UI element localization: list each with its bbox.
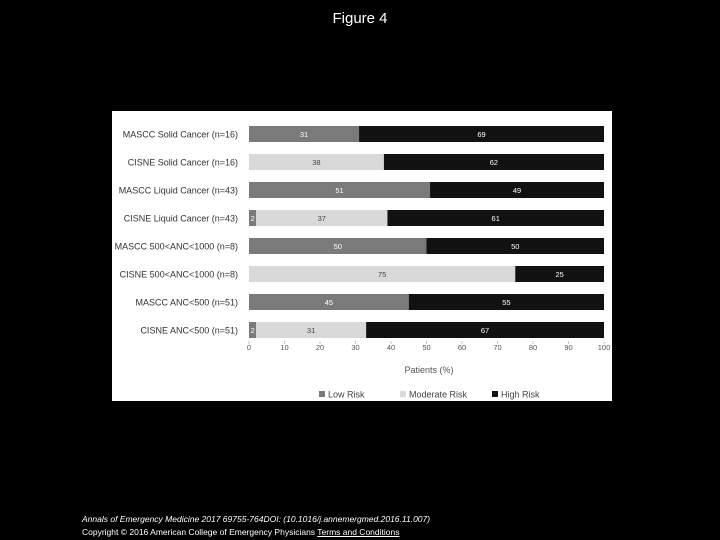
data-label: 75 [377, 270, 387, 279]
data-label: 50 [511, 242, 520, 251]
category-label: CISNE 500<ANC<1000 (n=8) [119, 269, 238, 280]
data-label: 51 [335, 186, 344, 195]
x-tick-label: 90 [564, 343, 573, 352]
x-tick-label: 80 [528, 343, 538, 352]
data-label: 69 [477, 130, 486, 139]
stacked-bar-chart [112, 111, 612, 401]
footer [82, 513, 430, 539]
category-label: MASCC Solid Cancer (n=16) [122, 129, 238, 140]
citation-text: Annals of Emergency Medicine 2017 69755-764DOI: (10.1016/j.annemergmed.2016.11.007) [82, 514, 431, 524]
data-label: 37 [317, 214, 326, 223]
legend-swatch [492, 391, 498, 397]
x-tick-label: 70 [493, 343, 502, 352]
data-label: 25 [555, 270, 564, 279]
x-axis-label: Patients (%) [404, 365, 454, 375]
category-label: MASCC 500<ANC<1000 (n=8) [114, 241, 238, 252]
data-label: 31 [299, 130, 309, 139]
legend-swatch [400, 391, 406, 397]
data-label: 2 [250, 326, 255, 335]
data-label: 50 [333, 242, 342, 251]
data-label: 67 [480, 326, 490, 335]
copyright-text: Copyright © 2016 American College of Emergency Physicians [82, 527, 316, 537]
data-label: 38 [312, 158, 321, 167]
data-label: 2 [250, 214, 255, 223]
bar-group [249, 126, 604, 338]
data-label: 45 [324, 298, 334, 307]
data-label: 62 [489, 158, 499, 167]
legend-label: Moderate Risk [409, 389, 468, 400]
legend [319, 390, 540, 400]
category-label: CISNE Liquid Cancer (n=43) [123, 213, 238, 224]
legend-swatch [319, 391, 325, 397]
x-tick-label: 100 [597, 343, 611, 352]
x-tick-label: 30 [351, 343, 360, 352]
x-axis [247, 341, 610, 352]
category-label: CISNE ANC<500 (n=51) [140, 325, 238, 336]
x-tick-label: 50 [422, 343, 431, 352]
legend-label: Low Risk [328, 389, 365, 400]
page-title: Figure 4 [332, 10, 388, 27]
x-tick-label: 20 [315, 343, 325, 352]
x-tick-label: 40 [386, 343, 396, 352]
data-label: 31 [306, 326, 316, 335]
terms-link[interactable]: Terms and Conditions [317, 527, 400, 537]
category-label: MASCC ANC<500 (n=51) [135, 297, 238, 308]
data-label: 55 [502, 298, 511, 307]
x-tick-label: 60 [457, 343, 467, 352]
legend-label: High Risk [501, 389, 540, 400]
x-tick-label: 10 [280, 343, 289, 352]
copyright-line [82, 526, 430, 539]
data-label: 49 [512, 186, 522, 195]
category-label: MASCC Liquid Cancer (n=43) [118, 185, 238, 196]
category-label: CISNE Solid Cancer (n=16) [127, 157, 238, 168]
x-tick-label: 0 [246, 343, 252, 352]
category-labels [115, 130, 238, 336]
data-label: 61 [491, 214, 500, 223]
figure-panel [112, 111, 612, 401]
